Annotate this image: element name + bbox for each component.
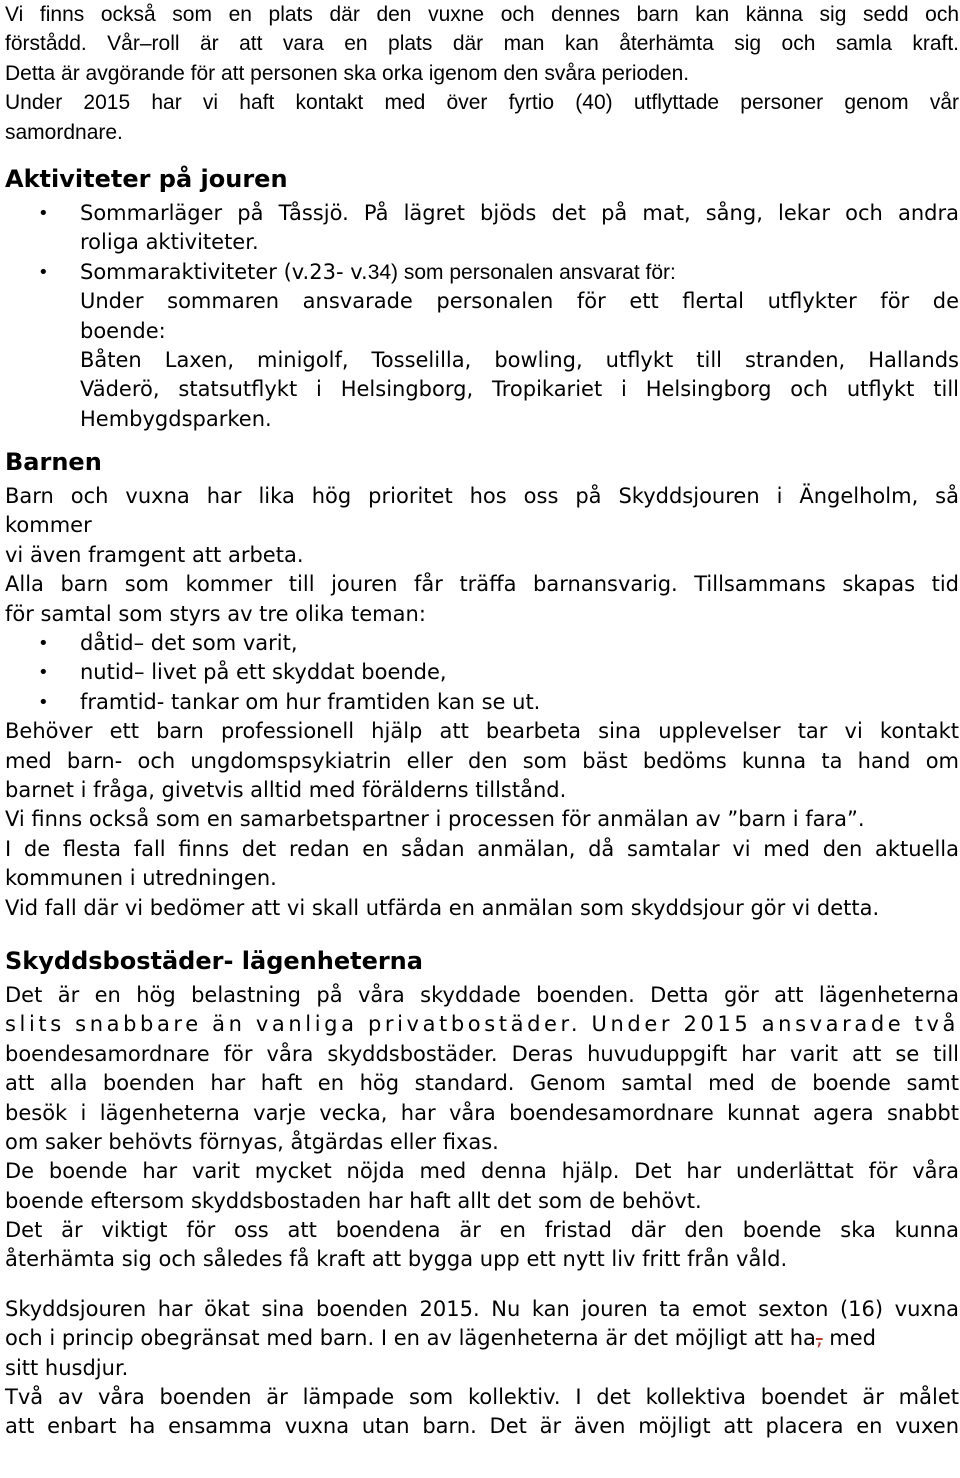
paragraph-line: Det är viktigt för oss att boendena är en fristad där den boende ska kunna bbox=[5, 1218, 959, 1243]
bullet-icon: • bbox=[38, 202, 49, 224]
paragraph-line: kommer bbox=[5, 513, 92, 538]
paragraph-line: Behöver ett barn professionell hjälp att bearbeta sina upplevelser tar vi kontakt bbox=[5, 719, 959, 744]
heading-skyddsbostader: Skyddsbostäder- lägenheterna bbox=[5, 946, 423, 975]
paragraph-line: Två av våra boenden är lämpade som kollektiv. I det kollektiva boendet är målet bbox=[5, 1385, 959, 1410]
paragraph-line: med barn- och ungdomspsykiatrin eller den som bäst bedöms kunna ta hand om bbox=[5, 748, 959, 773]
list-item-continuation: Under sommaren ansvarade personalen för ett flertal utflykter för de bbox=[80, 289, 959, 314]
paragraph-line: Barn och vuxna har lika hög prioritet hos oss på Skyddsjouren i Ängelholm, så bbox=[5, 484, 959, 509]
bullet-icon: • bbox=[38, 633, 49, 655]
skydd-section bbox=[5, 981, 959, 1442]
paragraph-line: Vid fall där vi bedömer att vi skall utfärda en anmälan som skyddsjour gör vi detta. bbox=[5, 895, 880, 920]
list-item: • Sommarläger på Tåssjö. På lägret bjöds det på mat, sång, lekar och andra bbox=[5, 199, 959, 228]
intro-line: Vi finns också som en plats där den vuxne och dennes barn kan känna sig sedd och bbox=[5, 3, 959, 26]
paragraph-line: Vi finns också som en samarbetspartner i processen för anmälan av ”barn i fara”. bbox=[5, 807, 865, 832]
paragraph-line: boende eftersom skyddsbostaden har haft allt det som de behövt. bbox=[5, 1188, 702, 1213]
list-item-continuation: Båten Laxen, minigolf, Tosselilla, bowling, utflykt till stranden, Hallands bbox=[80, 347, 959, 372]
list-item-continuation: roliga aktiviteter. bbox=[80, 230, 259, 255]
intro-line: Under 2015 har vi haft kontakt med över fyrtio (40) utflyttade personer genom vår bbox=[5, 91, 959, 115]
list-item: • dåtid– det som varit, bbox=[5, 629, 959, 658]
paragraph-line: besök i lägenheterna varje vecka, har våra boendesamordnare kunnat agera snabbt bbox=[5, 1100, 959, 1125]
intro-line: samordnare. bbox=[5, 120, 123, 144]
paragraph-line: slits snabbare än vanliga privatbostäder. Under 2015 ansvarade två bbox=[5, 1012, 959, 1037]
strikethrough-comma: , bbox=[815, 1326, 823, 1351]
paragraph-line: vi även framgent att arbeta. bbox=[5, 542, 304, 567]
list-item-continuation: Hembygdsparken. bbox=[80, 406, 272, 431]
paragraph-line: att alla boenden har haft en hög standard. Genom samtal med de boende samt bbox=[5, 1071, 959, 1096]
activities-list bbox=[5, 199, 959, 434]
intro-line: Detta är avgörande för att personen ska orka igenom den svåra perioden. bbox=[5, 61, 690, 85]
paragraph-line: Skyddsjouren har ökat sina boenden 2015. Nu kan jouren ta emot sexton (16) vuxna bbox=[5, 1296, 959, 1321]
intro-section bbox=[5, 0, 959, 147]
paragraph-gap bbox=[5, 1275, 959, 1295]
bullet-icon: • bbox=[38, 691, 49, 713]
heading-activities: Aktiviteter på jouren bbox=[5, 164, 288, 193]
paragraph-line: kommunen i utredningen. bbox=[5, 866, 277, 891]
paragraph-line: återhämta sig och således få kraft att bygga upp ett nytt liv fritt från våld. bbox=[5, 1247, 788, 1272]
paragraph-line: för samtal som styrs av tre olika teman: bbox=[5, 601, 426, 626]
list-item: • Sommaraktiviteter (v.23- v.34) som personalen ansvarat för: bbox=[5, 258, 959, 287]
barnen-section bbox=[5, 482, 959, 923]
paragraph-line: om saker behövts förnyas, åtgärdas eller fixas. bbox=[5, 1129, 499, 1154]
bullet-icon: • bbox=[38, 662, 49, 684]
paragraph-line: sitt husdjur. bbox=[5, 1355, 129, 1380]
paragraph-line: och i princip obegränsat med barn. I en av lägenheterna är det möjligt att ha, med bbox=[5, 1326, 877, 1351]
paragraph-line: De boende har varit mycket nöjda med denna hjälp. Det har underlättat för våra bbox=[5, 1159, 959, 1184]
paragraph-line: Alla barn som kommer till jouren får träffa barnansvarig. Tillsammans skapas tid bbox=[5, 572, 959, 597]
intro-line: förstådd. Vår–roll är att vara en plats där man kan återhämta sig och samla kraft. bbox=[5, 32, 959, 56]
paragraph-line: boendesamordnare för våra skyddsbostäder. Deras huvuduppgift har varit att se till bbox=[5, 1041, 959, 1066]
heading-barnen: Barnen bbox=[5, 448, 102, 477]
paragraph-line: att enbart ha ensamma vuxna utan barn. Det är även möjligt att placera en vuxen bbox=[5, 1414, 959, 1439]
document-page bbox=[5, 0, 959, 1442]
list-item-continuation: boende: bbox=[80, 318, 166, 343]
paragraph-line: I de flesta fall finns det redan en sådan anmälan, då samtalar vi med den aktuella bbox=[5, 836, 959, 861]
bullet-icon: • bbox=[38, 261, 49, 283]
list-item: • nutid– livet på ett skyddat boende, bbox=[5, 658, 959, 687]
paragraph-line: barnet i fråga, givetvis alltid med förälderns tillstånd. bbox=[5, 777, 567, 802]
paragraph-line: Det är en hög belastning på våra skyddade boenden. Detta gör att lägenheterna bbox=[5, 982, 959, 1007]
list-item: • framtid- tankar om hur framtiden kan se ut. bbox=[5, 688, 959, 717]
list-item-continuation: Väderö, statsutflykt i Helsingborg, Tropikariet i Helsingborg och utflykt till bbox=[80, 377, 959, 402]
